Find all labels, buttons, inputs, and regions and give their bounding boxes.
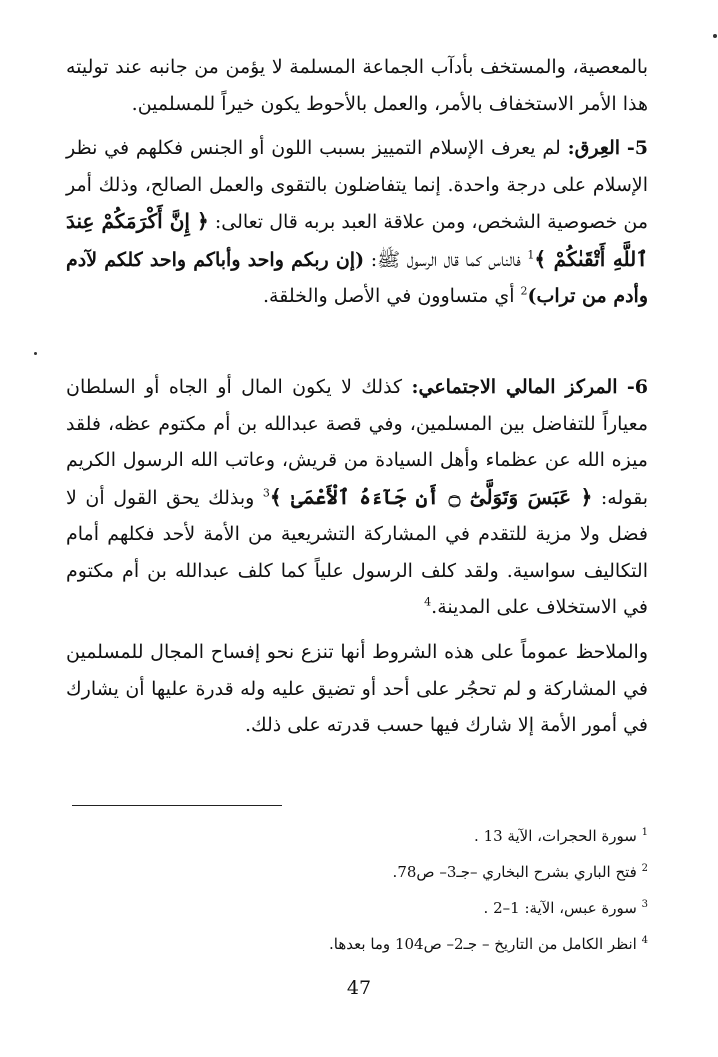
section-text: وبذلك يحق القول أن لا فضل ولا مزية للتقدم في المشاركة التشريعية من الأمة لأحد فكلهم أمام التكاليف سواسية. ولقد كلف الرسول علياً كما كلف عبدالله بن أم مكتوم في الاستخلاف على المدينة. [66, 486, 648, 618]
footnotes [68, 818, 648, 962]
intro-text: بالمعصية، والمستخف بأدآب الجماعة المسلمة لا يؤمن من جانبه عند توليته هذا الأمر الاستخفاف بالأمر، والعمل بالأحوط يكون خيراً للمسلمين. [66, 56, 648, 115]
section-number: 5- [626, 137, 649, 159]
footnote-ref: 3 [262, 486, 270, 500]
footnote-ref: 1 [527, 248, 535, 262]
footnote-text: فتح الباري بشرح البخاري –جـ3– ص78. [392, 863, 637, 881]
section-5 [66, 130, 648, 315]
scan-mark [713, 34, 717, 38]
quran-verse: ﴿ عَبَسَ وَتَوَلَّىٰٓ ۝ أَن جَآءَهُ ٱلْأَعْمَىٰ ﴾ [269, 484, 593, 509]
scan-mark [34, 352, 37, 355]
footnote-text: انظر الكامل من التاريخ – جـ2– ص104 وما بعدها. [329, 935, 637, 953]
section-title: العِرق: [567, 137, 621, 159]
footnote-number: 3 [641, 899, 648, 910]
footnote-divider [72, 805, 282, 806]
footnote-text: سورة عبس، الآية: 1–2 . [483, 899, 637, 917]
footnote-ref: 4 [424, 595, 432, 609]
quran-verse: ﴿ إِنَّ أَكْرَمَكُمْ عِندَ ٱللَّهِ أَتْقَىٰكُمْ ﴾ [66, 209, 648, 271]
footnote [68, 926, 648, 962]
footnote [68, 854, 648, 890]
footnote-ref: 2 [520, 284, 528, 298]
conclusion-text: والملاحظ عموماً على هذه الشروط أنها تنزع نحو إفساح المجال للمسلمين في المشاركة و لم تحجُر على أحد أو تضيق عليه وله قدرة عليها أن يشارك في أمور الأمة إلا شارك فيها حسب قدرته على ذلك. [66, 641, 648, 736]
section-text: فالناس كما قال الرسول ﷺ: [370, 248, 521, 271]
hadith-quote: (إن ربكم واحد وأباكم واحد كلكم لآدم وأدم من تراب) [66, 248, 648, 307]
section-number: 6- [626, 376, 649, 398]
footnote-text: سورة الحجرات، الآية 13 . [474, 827, 637, 845]
section-6 [66, 369, 648, 626]
footnote-number: 2 [641, 863, 648, 874]
section-text: أي متساوون في الأصل والخلقة. [263, 285, 515, 307]
section-title: المركز المالي الاجتماعي: [411, 376, 618, 398]
intro-paragraph [66, 49, 648, 122]
page-number: 47 [346, 977, 372, 999]
footnote [68, 818, 648, 854]
footnote-number: 1 [641, 827, 648, 838]
conclusion-paragraph [66, 634, 648, 744]
footnote-number: 4 [641, 935, 648, 946]
footnote [68, 890, 648, 926]
section-text: لم يعرف الإسلام التمييز بسبب اللون أو الجنس فكلهم في نظر الإسلام على درجة واحدة. إنما يتفاضلون بالتقوى والعمل الصالح، وذلك أمر من خصوصية الشخص، ومن علاقة العبد بربه قال تعالى: [66, 137, 649, 233]
section-text: كذلك لا يكون المال أو الجاه أو السلطان معياراً للتفاضل بين المسلمين، وفي قصة عبدالله بن أم مكتوم عظه، فلقد ميزه الله عن عظماء وأهل السيادة من قريش، وعاتب الله الرسول الكريم بقوله: [66, 376, 648, 509]
